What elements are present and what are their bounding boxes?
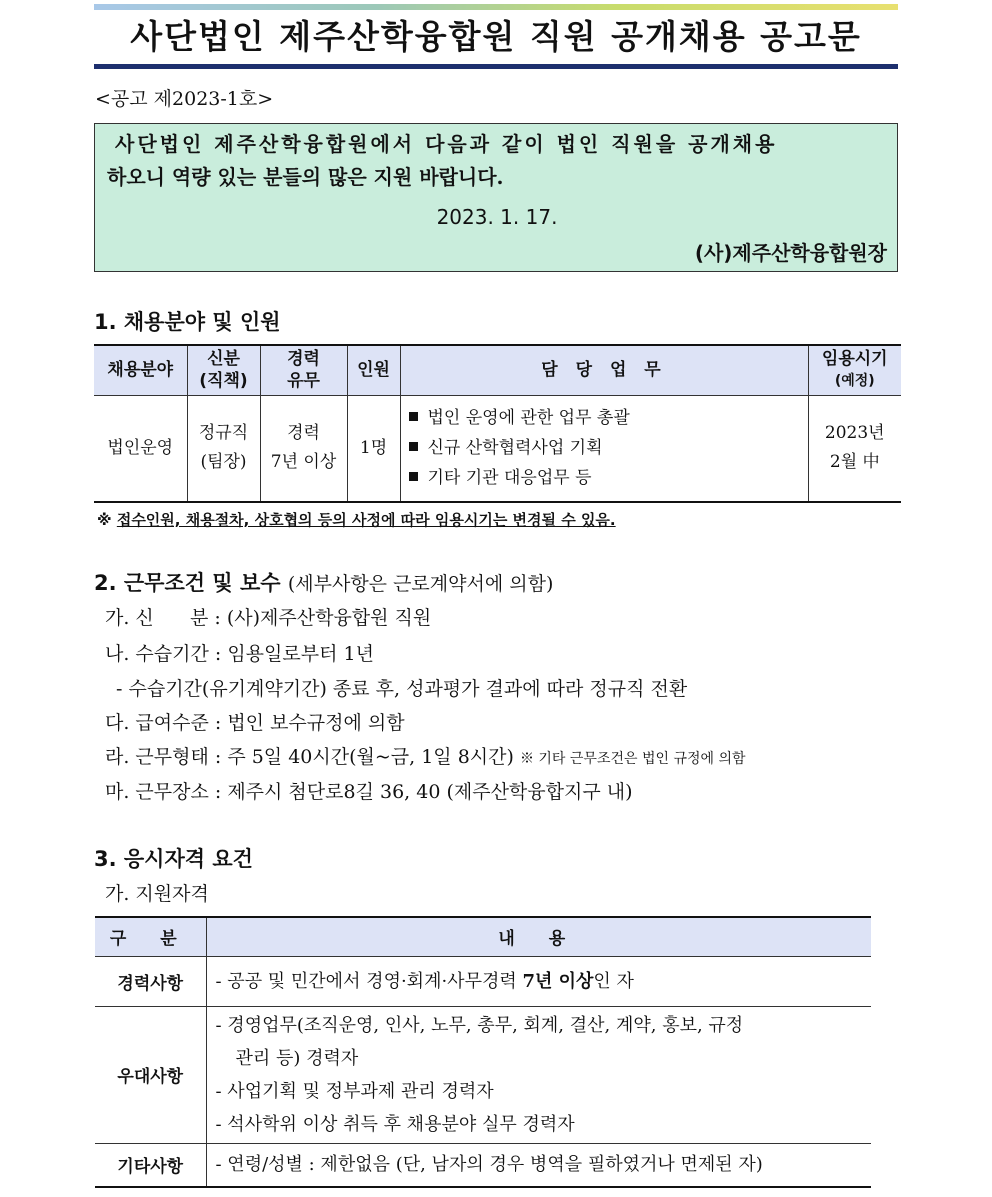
content-preferred (206, 1006, 871, 1143)
title-top-gradient-bar (94, 4, 898, 10)
condition-item-status: 가. 신 분 : (사)제주산학융합원 직원 (105, 607, 432, 629)
cell-start-line2: 2월 中 (829, 452, 880, 473)
qualification-row-career (95, 956, 871, 1006)
header-duties: 담 당 업 무 (400, 345, 808, 395)
worktype-text: 라. 근무형태 : 주 5일 40시간(월~금, 1일 8시간) (105, 746, 514, 768)
note-mark: ※ (97, 511, 112, 529)
label-preferred: 우대사항 (95, 1006, 206, 1143)
cell-field: 법인운영 (94, 395, 187, 502)
worktype-note: ※ 기타 근무조건은 법인 규정에 의함 (519, 751, 746, 767)
duty-item: 신규 산학협력사업 기획 (409, 433, 808, 463)
header-count: 인원 (347, 345, 400, 395)
section-3-title: 3. 응시자격 요건 (94, 847, 253, 871)
section-1-note (97, 509, 616, 530)
duty-item: 법인 운영에 관한 업무 총괄 (409, 403, 808, 433)
page-title: 사단법인 제주산학융합원 직원 공개채용 공고문 (130, 17, 862, 56)
header-start-line2: (예정) (834, 373, 875, 390)
intro-line-1: 사단법인 제주산학융합원에서 다음과 같이 법인 직원을 공개채용 (115, 132, 778, 156)
intro-signer: (사)제주산학융합원장 (694, 241, 887, 265)
condition-item-worktype (105, 742, 746, 769)
cell-position-line1: 정규직 (198, 423, 249, 444)
header-start-line1: 임용시기 (821, 349, 888, 370)
recruitment-table-row (94, 395, 901, 502)
square-bullet-icon (409, 442, 418, 451)
preferred-line: - 경영업무(조직운영, 인사, 노무, 총무, 회계, 결산, 계약, 홍보, 규정 (215, 1014, 744, 1036)
cell-career-line1: 경력 (287, 423, 320, 444)
content-other (206, 1143, 871, 1187)
cell-start-line1: 2023년 (824, 423, 885, 444)
duty-item: 기타 기관 대응업무 등 (409, 463, 808, 493)
header-career (260, 345, 347, 395)
condition-item-probation: 나. 수습기간 : 임용일로부터 1년 (105, 643, 374, 665)
preferred-line: 관리 등) 경력자 (235, 1047, 359, 1069)
cell-career-line2: 7년 이상 (270, 452, 337, 473)
condition-item-location: 마. 근무장소 : 제주시 첨단로8길 36, 40 (제주산학융합지구 내) (105, 781, 633, 803)
cell-start (808, 395, 901, 502)
section-2-title-text: 2. 근무조건 및 보수 (94, 571, 281, 595)
content-career: - 공공 및 민간에서 경영·회계·사무경력 7년 이상인 자 (206, 956, 871, 1006)
section-2-subtitle: (세부사항은 근로계약서에 의함) (287, 573, 554, 595)
recruitment-table (94, 344, 901, 503)
intro-box (94, 123, 898, 272)
square-bullet-icon (409, 412, 418, 421)
header-content: 내 용 (206, 917, 871, 956)
condition-item-probation-detail: - 수습기간(유기계약기간) 종료 후, 성과평가 결과에 따라 정규직 전환 (110, 678, 688, 700)
intro-date: 2023. 1. 17. (436, 205, 558, 229)
preferred-line: - 사업기획 및 정부과제 관리 경력자 (215, 1080, 494, 1102)
section-3-subtitle: 가. 지원자격 (105, 883, 209, 905)
header-position (187, 345, 260, 395)
qualification-table (95, 916, 871, 1188)
header-career-line1: 경력 (287, 349, 320, 370)
cell-career (260, 395, 347, 502)
note-text: 접수인원, 채용절차, 상호협의 등의 사정에 따라 임용시기는 변경될 수 있음. (116, 511, 616, 529)
label-career: 경력사항 (95, 956, 206, 1006)
qualification-row-preferred (95, 1006, 871, 1143)
other-line: - 연령/성별 : 제한없음 (단, 남자의 경우 병역을 필하였거나 면제된 자) (215, 1154, 763, 1176)
section-1-title: 1. 채용분야 및 인원 (94, 310, 281, 334)
intro-line-2: 하오니 역량 있는 분들의 많은 지원 바랍니다. (107, 165, 504, 189)
preferred-line: - 석사학위 이상 취득 후 채용분야 실무 경력자 (215, 1113, 575, 1135)
condition-item-salary: 다. 급여수준 : 법인 보수규정에 의함 (105, 712, 405, 734)
header-field: 채용분야 (94, 345, 187, 395)
intro-text (107, 128, 887, 194)
cell-position (187, 395, 260, 502)
cell-position-line2: (팀장) (200, 452, 247, 473)
header-position-line1: 신분 (207, 349, 240, 370)
cell-count: 1명 (347, 395, 400, 502)
recruitment-table-header (94, 345, 901, 395)
qualification-table-header (95, 917, 871, 956)
header-category: 구 분 (95, 917, 206, 956)
qualification-row-other (95, 1143, 871, 1187)
header-position-line2: (직책) (199, 371, 248, 392)
title-bottom-bar (94, 64, 898, 69)
cell-duties (400, 395, 808, 502)
notice-number: <공고 제2023-1호> (95, 88, 274, 110)
header-start (808, 345, 901, 395)
header-career-line2: 유무 (287, 371, 320, 392)
label-other: 기타사항 (95, 1143, 206, 1187)
section-2-title (94, 567, 553, 597)
square-bullet-icon (409, 472, 418, 481)
